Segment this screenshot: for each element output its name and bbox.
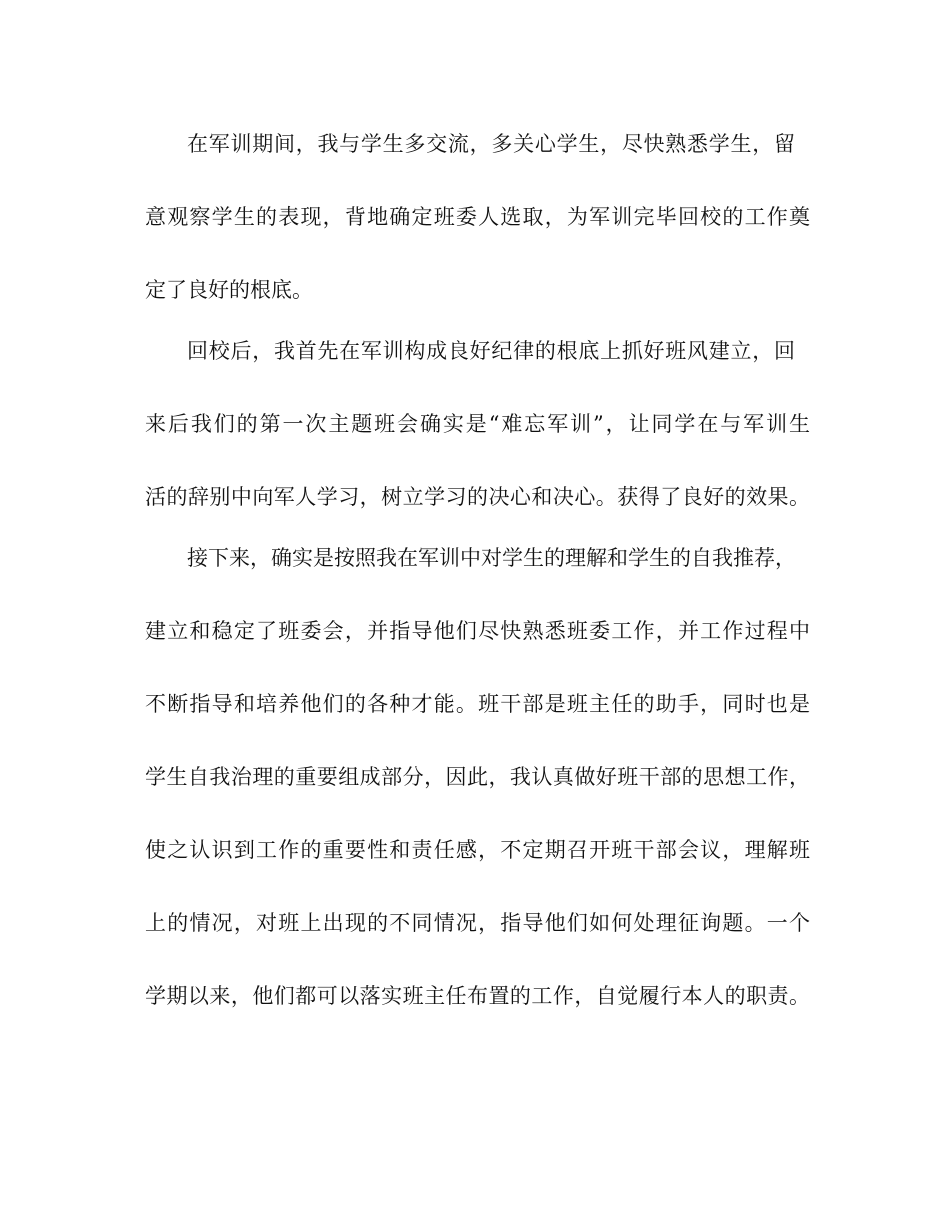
paragraph-3-line-2: 建立和稳定了班委会，并指导他们尽快熟悉班委工作，并工作过程中 xyxy=(145,619,810,643)
paragraph-2-line-3: 活的辞别中向军人学习，树立学习的决心和决心。获得了良好的效果。 xyxy=(145,485,810,509)
paragraph-3-line-3: 不断指导和培养他们的各种才能。班干部是班主任的助手，同时也是 xyxy=(145,692,810,716)
paragraph-1-line-3: 定了良好的根底。 xyxy=(145,278,313,302)
paragraph-2-line-1: 回校后，我首先在军训构成良好纪律的根底上抓好班风建立，回 xyxy=(187,339,795,363)
paragraph-3-line-1: 接下来，确实是按照我在军训中对学生的理解和学生的自我推荐， xyxy=(187,546,796,570)
paragraph-3-line-4: 学生自我治理的重要组成部分，因此，我认真做好班干部的思想工作， xyxy=(145,765,810,789)
paragraph-3-line-6: 上的情况，对班上出现的不同情况，指导他们如何处理征询题。一个 xyxy=(145,911,810,935)
paragraph-1-line-1: 在军训期间，我与学生多交流，多关心学生，尽快熟悉学生，留 xyxy=(187,132,795,156)
paragraph-2-line-2: 来后我们的第一次主题班会确实是“难忘军训”，让同学在与军训生 xyxy=(145,412,810,436)
paragraph-3-line-5: 使之认识到工作的重要性和责任感，不定期召开班干部会议，理解班 xyxy=(145,838,810,862)
paragraph-3-line-7: 学期以来，他们都可以落实班主任布置的工作，自觉履行本人的职责。 xyxy=(145,984,810,1008)
paragraph-1-line-2: 意观察学生的表现，背地确定班委人选取，为军训完毕回校的工作奠 xyxy=(145,205,810,229)
